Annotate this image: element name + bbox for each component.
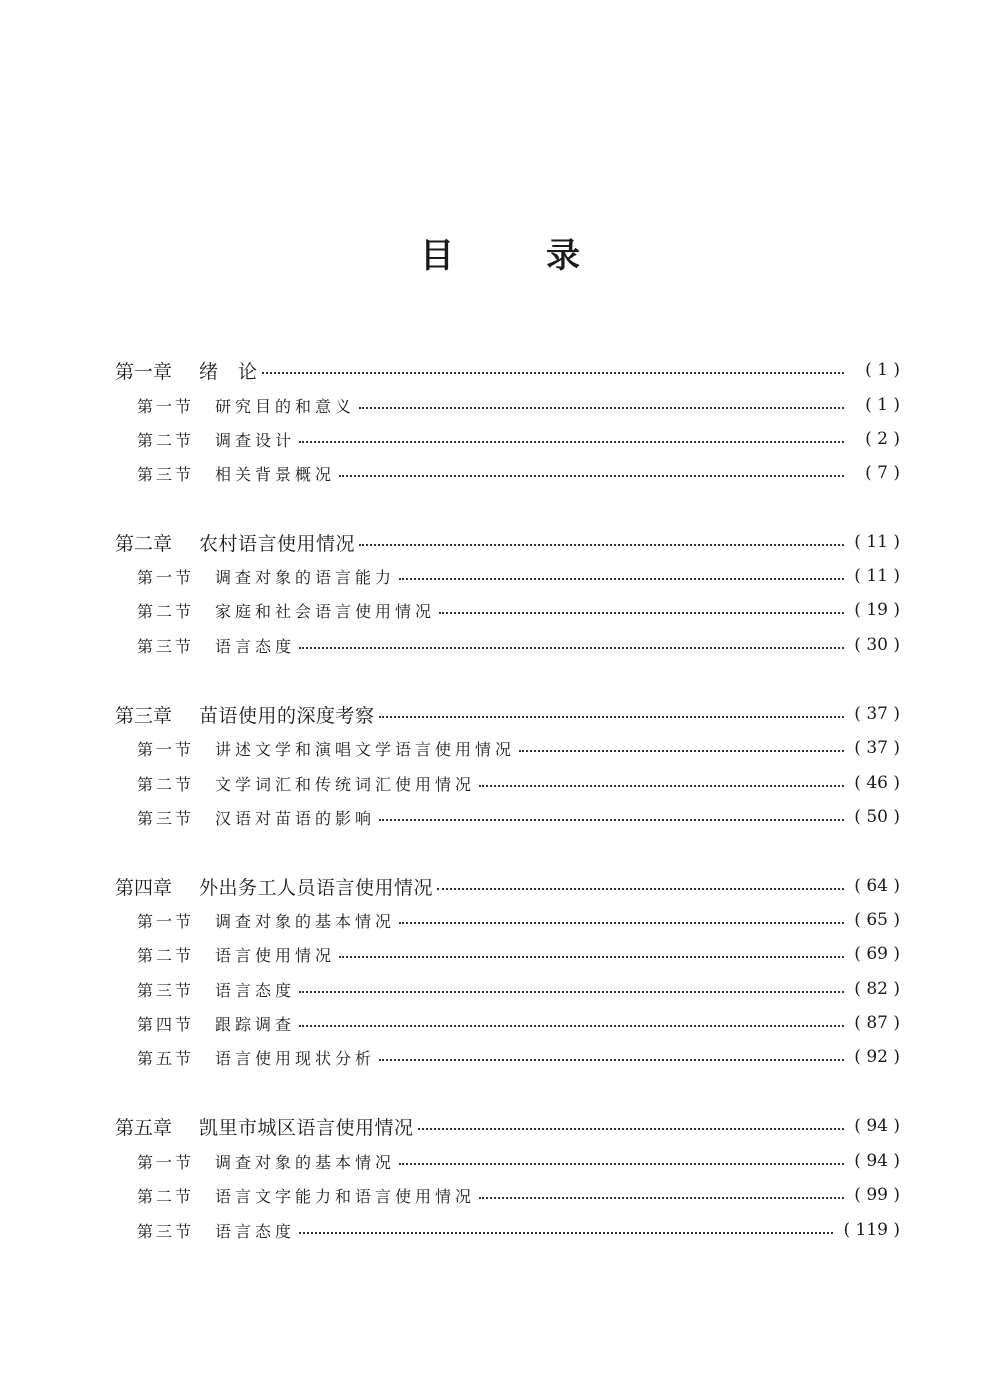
leader-dots	[299, 1232, 833, 1234]
page-number: ( 119 )	[843, 1220, 900, 1240]
section-number: 第一节	[137, 739, 195, 759]
section-title: 调查对象的基本情况	[215, 1152, 396, 1172]
toc-section[interactable]	[137, 1181, 900, 1209]
page-number: ( 65 )	[854, 910, 900, 930]
section-number: 第一节	[137, 396, 195, 416]
leader-dots	[339, 956, 844, 958]
toc-chapter-3[interactable]	[115, 700, 900, 728]
section-title: 相关背景概况	[215, 464, 336, 484]
toc-section[interactable]	[137, 975, 900, 1003]
leader-dots	[299, 1025, 844, 1027]
toc-section[interactable]	[137, 1009, 900, 1037]
leader-dots	[299, 441, 844, 443]
leader-dots	[339, 475, 844, 477]
section-title: 文学词汇和传统词汇使用情况	[215, 774, 476, 794]
section-title: 调查对象的语言能力	[215, 567, 396, 587]
page-number: ( 94 )	[854, 1151, 900, 1171]
section-number: 第三节	[137, 1221, 195, 1241]
section-title: 家庭和社会语言使用情况	[215, 601, 436, 621]
toc-section[interactable]	[137, 906, 900, 934]
leader-dots	[299, 647, 844, 649]
chapter-number: 第二章	[115, 532, 173, 555]
leader-dots	[262, 372, 844, 374]
toc-section[interactable]	[137, 459, 900, 487]
page-number: ( 92 )	[854, 1047, 900, 1067]
chapter-title: 外出务工人员语言使用情况	[199, 876, 434, 899]
section-number: 第五节	[137, 1048, 195, 1068]
leader-dots	[437, 888, 844, 890]
toc-chapter-2[interactable]	[115, 528, 900, 556]
chapter-number: 第一章	[115, 360, 173, 383]
leader-dots	[479, 1197, 844, 1199]
leader-dots	[379, 819, 844, 821]
section-title: 跟踪调查	[215, 1014, 296, 1034]
leader-dots	[519, 750, 844, 752]
toc-section[interactable]	[137, 425, 900, 453]
section-number: 第二节	[137, 774, 195, 794]
leader-dots	[359, 407, 844, 409]
section-number: 第四节	[137, 1014, 195, 1034]
page-number: ( 64 )	[854, 876, 900, 896]
toc-section[interactable]	[137, 1216, 900, 1244]
leader-dots	[399, 922, 844, 924]
chapter-title: 农村语言使用情况	[199, 532, 356, 555]
title-char-2: 录	[546, 236, 580, 276]
page-number: ( 87 )	[854, 1013, 900, 1033]
page-number: ( 1 )	[865, 360, 900, 380]
section-title: 语言态度	[215, 636, 296, 656]
section-number: 第三节	[137, 636, 195, 656]
section-title: 讲述文学和演唱文学语言使用情况	[215, 739, 516, 759]
page-number: ( 11 )	[854, 566, 900, 586]
leader-dots	[439, 612, 844, 614]
section-number: 第三节	[137, 808, 195, 828]
toc-section[interactable]	[137, 734, 900, 762]
chapter-number: 第三章	[115, 704, 173, 727]
page-number: ( 69 )	[854, 944, 900, 964]
page-number: ( 37 )	[854, 738, 900, 758]
section-number: 第一节	[137, 1152, 195, 1172]
leader-dots	[359, 544, 844, 546]
leader-dots	[418, 1128, 844, 1130]
section-number: 第三节	[137, 980, 195, 1000]
toc-section[interactable]	[137, 391, 900, 419]
toc-chapter-5[interactable]	[115, 1112, 900, 1140]
page-number: ( 1 )	[865, 395, 900, 415]
leader-dots	[399, 1163, 844, 1165]
leader-dots	[299, 991, 844, 993]
title-char-1: 目	[420, 236, 454, 276]
section-number: 第二节	[137, 601, 195, 621]
page-number: ( 94 )	[854, 1116, 900, 1136]
page-number: ( 30 )	[854, 635, 900, 655]
page-number: ( 11 )	[854, 532, 900, 552]
section-number: 第一节	[137, 567, 195, 587]
page-number: ( 2 )	[865, 429, 900, 449]
toc-section[interactable]	[137, 1147, 900, 1175]
section-number: 第二节	[137, 945, 195, 965]
toc-chapter-4[interactable]	[115, 872, 900, 900]
section-number: 第三节	[137, 464, 195, 484]
page-number: ( 7 )	[865, 463, 900, 483]
section-title: 汉语对苗语的影响	[215, 808, 376, 828]
page-number: ( 50 )	[854, 807, 900, 827]
leader-dots	[399, 578, 844, 580]
section-title: 语言文字能力和语言使用情况	[215, 1186, 476, 1206]
toc-chapter-1[interactable]	[115, 356, 900, 384]
chapter-number: 第五章	[115, 1116, 173, 1139]
chapter-title: 绪 论	[199, 360, 258, 383]
leader-dots	[379, 1059, 844, 1061]
page-number: ( 82 )	[854, 979, 900, 999]
toc-section[interactable]	[137, 562, 900, 590]
toc-section[interactable]	[137, 631, 900, 659]
section-title: 语言使用情况	[215, 945, 336, 965]
section-title: 语言态度	[215, 980, 296, 1000]
section-title: 研究目的和意义	[215, 396, 356, 416]
section-number: 第二节	[137, 430, 195, 450]
toc-section[interactable]	[137, 596, 900, 624]
leader-dots	[379, 716, 844, 718]
chapter-title: 凯里市城区语言使用情况	[199, 1116, 414, 1139]
chapter-title: 苗语使用的深度考察	[199, 704, 375, 727]
page-number: ( 46 )	[854, 773, 900, 793]
section-title: 语言使用现状分析	[215, 1048, 376, 1068]
section-title: 语言态度	[215, 1221, 296, 1241]
toc-section[interactable]	[137, 803, 900, 831]
section-title: 调查对象的基本情况	[215, 911, 396, 931]
toc-section[interactable]	[137, 1043, 900, 1071]
toc-section[interactable]	[137, 769, 900, 797]
leader-dots	[479, 785, 844, 787]
chapter-number: 第四章	[115, 876, 173, 899]
section-title: 调查设计	[215, 430, 296, 450]
toc-section[interactable]	[137, 940, 900, 968]
page-number: ( 19 )	[854, 600, 900, 620]
page-number: ( 37 )	[854, 704, 900, 724]
section-number: 第一节	[137, 911, 195, 931]
section-number: 第二节	[137, 1186, 195, 1206]
page-number: ( 99 )	[854, 1185, 900, 1205]
